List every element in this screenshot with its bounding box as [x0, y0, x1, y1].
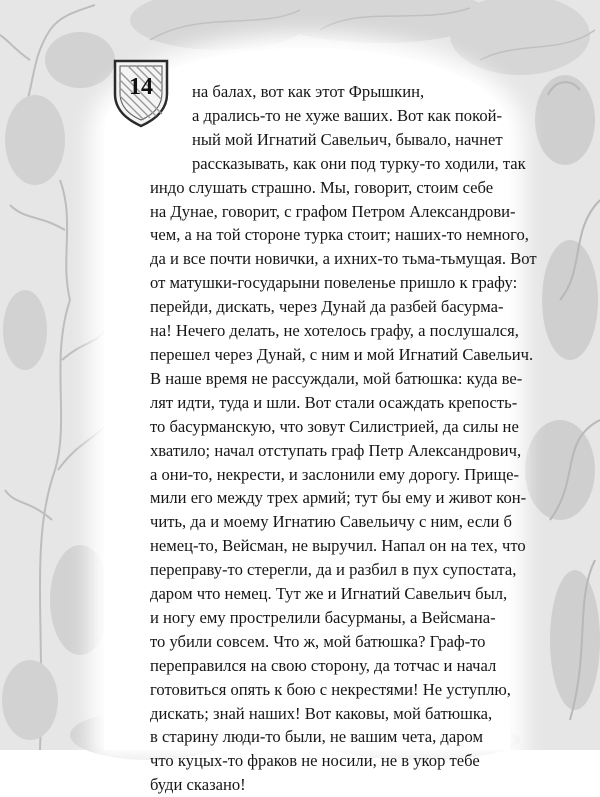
text-line: что куцых-то фраков не носили, не в укор тебе: [150, 751, 480, 771]
text-line: перешел через Дунай, с ним и мой Игнатий Савельич.: [150, 344, 534, 364]
text-line: на балах, вот как этот Фрышкин,: [192, 82, 425, 101]
text-line: а дрались-то не хуже ваших. Вот как покой-: [192, 105, 503, 125]
text-line: индо слушать страшно. Мы, говорит, стоим себе: [150, 177, 494, 197]
text-line: хватило; начал отступать граф Петр Александрович,: [150, 440, 522, 460]
body-text: [150, 80, 570, 797]
page-number: 14: [129, 74, 153, 100]
text-line: дискать; знай наших! Вот каковы, мой батюшка,: [150, 703, 493, 723]
text-line: рассказывать, как они под турку-то ходили, так: [192, 153, 526, 173]
text-line: переправу-то стерегли, да и разбил в пух супостата,: [150, 560, 517, 580]
text-line: и ногу ему прострелили басурманы, а Вейсмана-: [150, 607, 496, 627]
text-line: чем, а на той стороне турка стоит; наших-то немного,: [150, 225, 529, 245]
text-line: то басурманскую, что зовут Силистрией, да силы не: [150, 416, 519, 436]
text-line: ный мой Игнатий Савельич, бывало, начнет: [192, 129, 503, 149]
text-line: мили его между трех армий; тут бы ему и живот кон-: [150, 488, 527, 508]
text-line: в старину люди-то были, не вашим чета, даром: [150, 727, 483, 747]
text-line: готовиться опять к бою с некрестями! Не уступлю,: [150, 679, 511, 699]
text-line: буди сказано!: [150, 775, 246, 795]
text-line: да и все почти новички, а ихних-то тьма-тьмущая. Вот: [150, 249, 537, 269]
text-line: лят идти, туда и шли. Вот стали осаждать крепость-: [150, 392, 518, 412]
text-line: на Дунае, говорит, с графом Петром Александрови-: [150, 201, 516, 221]
text-line: от матушки-государыни повеленье пришло к графу:: [150, 273, 518, 293]
text-line: а они-то, некрести, и заслонили ему дорогу. Прище-: [150, 464, 520, 484]
text-line: переправился на свою сторону, да тотчас и начал: [150, 655, 497, 675]
text-line: на! Нечего делать, не хотелось графу, а послушался,: [150, 321, 519, 341]
text-line: даром что немец. Тут же и Игнатий Савельич был,: [150, 584, 508, 604]
text-line: перейди, дискать, через Дунай да разбей басурма-: [150, 297, 504, 317]
text-line: В наше время не рассуждали, мой батюшка: куда ве-: [150, 368, 523, 388]
text-line: чить, да и моему Игнатию Савельичу с ним, если б: [150, 512, 512, 532]
text-line: немец-то, Вейсман, не выручил. Напал он на тех, что: [150, 536, 526, 556]
text-line: то убили совсем. Что ж, мой батюшка? Граф-то: [150, 631, 486, 651]
